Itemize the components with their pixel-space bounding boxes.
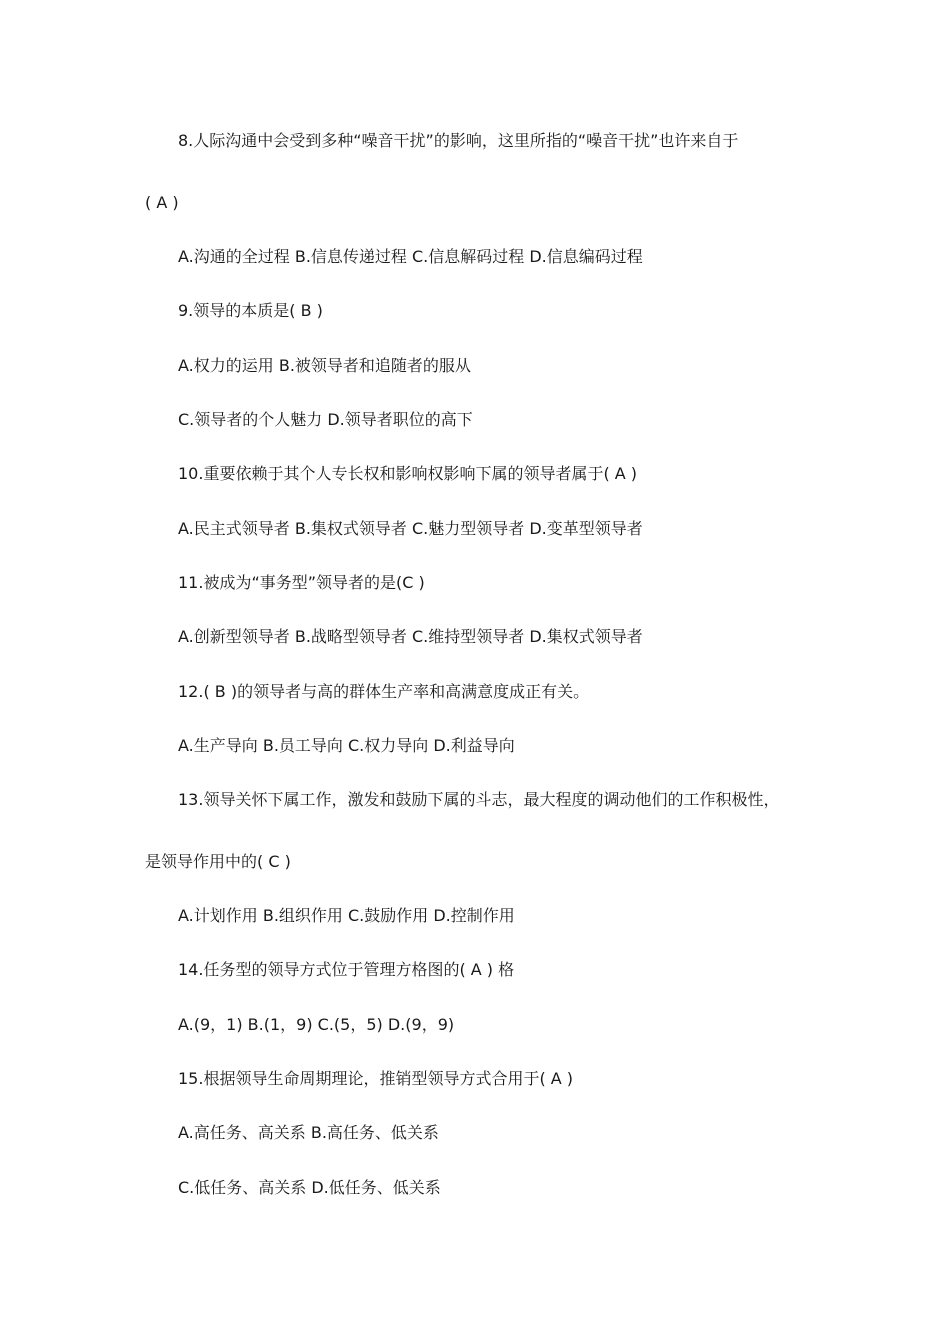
question-9-options-cd: C.领导者的个人魅力 D.领导者职位的高下: [178, 410, 473, 429]
question-15-options-ab: A.高任务、高关系 B.高任务、低关系: [178, 1123, 439, 1142]
question-8-stem: 8.人际沟通中会受到多种“噪音干扰”的影响，这里所指的“噪音干扰”也许来自于: [178, 131, 739, 150]
question-9-options-ab: A.权力的运用 B.被领导者和追随者的服从: [178, 356, 471, 375]
question-14-options: A.(9，1) B.(1，9) C.(5，5) D.(9，9): [178, 1015, 455, 1034]
question-10-stem: 10.重要依赖于其个人专长权和影响权影响下属的领导者属于( A ): [178, 464, 638, 483]
question-8-options: A.沟通的全过程 B.信息传递过程 C.信息解码过程 D.信息编码过程: [178, 247, 643, 266]
question-15-stem: 15.根据领导生命周期理论，推销型领导方式合用于( A ): [178, 1069, 574, 1088]
question-12-stem: 12.( B )的领导者与高的群体生产率和高满意度成正有关。: [178, 682, 590, 701]
question-11-options: A.创新型领导者 B.战略型领导者 C.维持型领导者 D.集权式领导者: [178, 627, 643, 646]
question-11-stem: 11.被成为“事务型”领导者的是(C ): [178, 573, 425, 592]
question-8-answer: ( A ): [145, 193, 179, 212]
question-12-options: A.生产导向 B.员工导向 C.权力导向 D.利益导向: [178, 736, 515, 755]
question-10-options: A.民主式领导者 B.集权式领导者 C.魅力型领导者 D.变革型领导者: [178, 519, 643, 538]
question-13-stem-cont: 是领导作用中的( C ): [145, 852, 291, 871]
question-13-options: A.计划作用 B.组织作用 C.鼓励作用 D.控制作用: [178, 906, 515, 925]
question-14-stem: 14.任务型的领导方式位于管理方格图的( A ) 格: [178, 960, 515, 979]
question-13-stem: 13.领导关怀下属工作，激发和鼓励下属的斗志，最大程度的调动他们的工作积极性，: [178, 790, 780, 809]
question-15-options-cd: C.低任务、高关系 D.低任务、低关系: [178, 1178, 441, 1197]
question-9-stem: 9.领导的本质是( B ): [178, 301, 323, 320]
